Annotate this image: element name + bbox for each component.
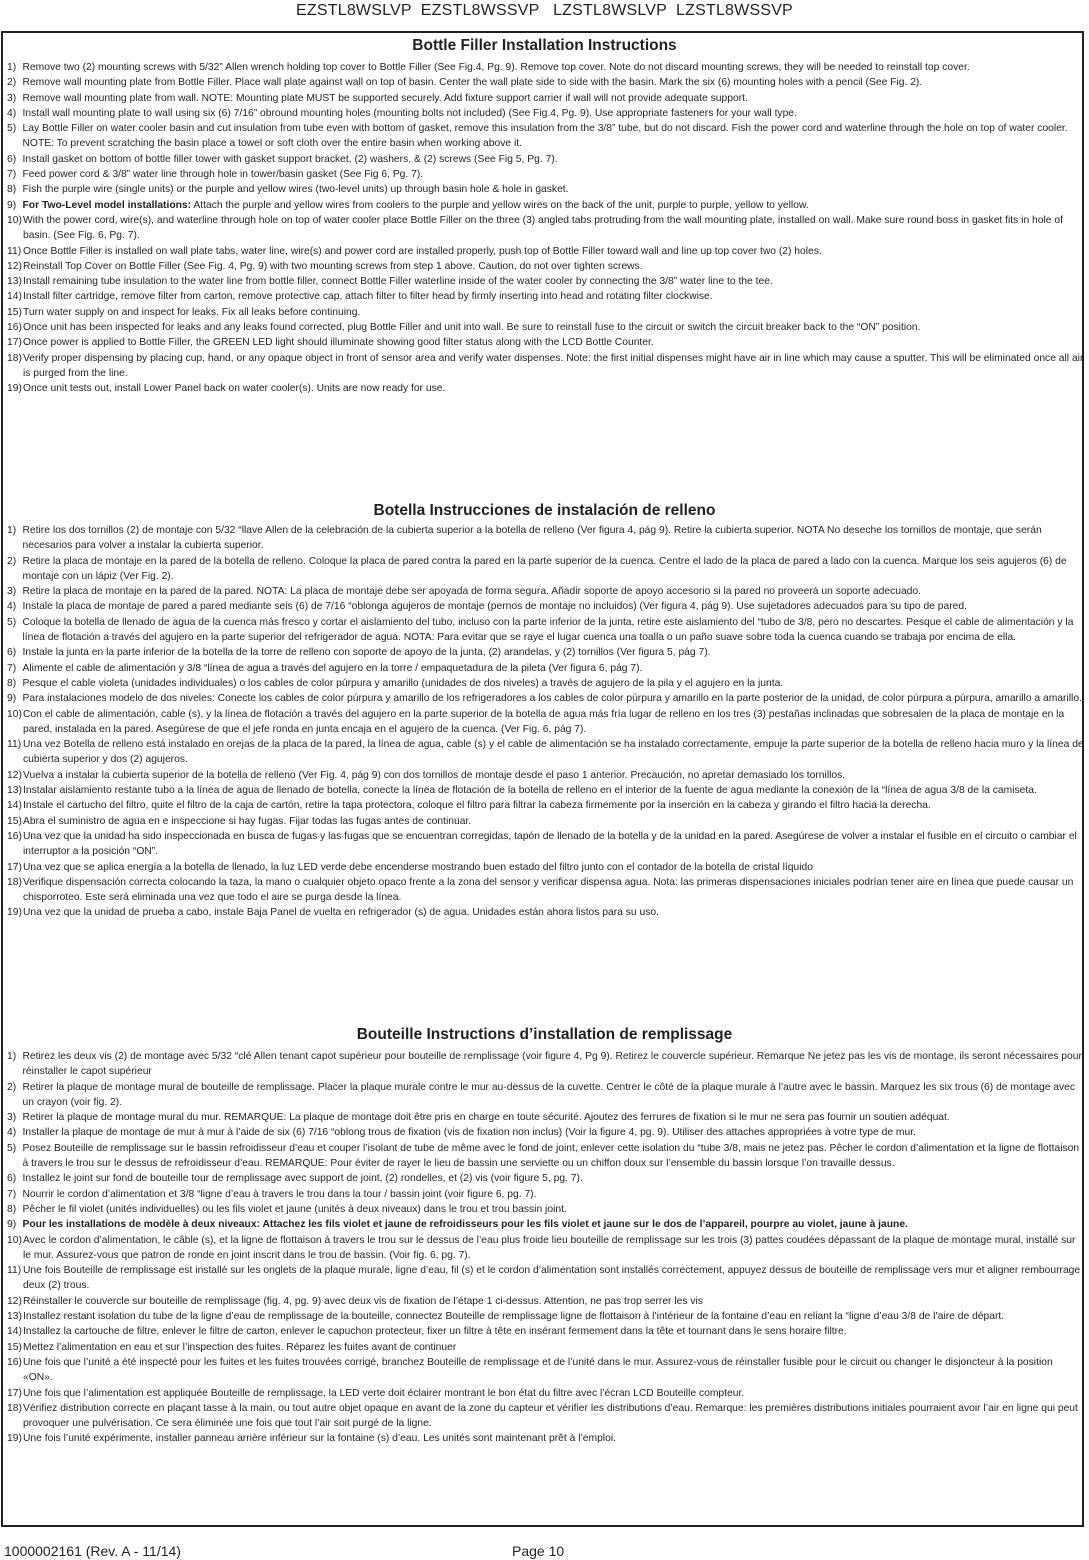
step-number: 8) (7, 1203, 17, 1215)
step-number: 4) (7, 601, 17, 613)
french-step-2 (7, 1080, 1085, 1111)
step-text: Installer la plaque de montage de mur à mur à l’aide de six (6) 7/16 “oblong trous de fixation (vis de fixation non inclus) (Voir la figure 4, pg. 9). Utiliser des attaches appropriées à votre type de mur. (22, 1127, 916, 1139)
french-step-10 (7, 1233, 1085, 1264)
step-number: 3) (7, 586, 17, 598)
step-number: 19) (7, 383, 22, 395)
step-text: Une fois l’unité expérimente, installer panneau arrière inférieur sur la fontaine (s) d’eau. Les unités sont maintenant prêt à l’emploi. (23, 1433, 616, 1445)
step-text: Vuelva a instalar la cubierta superior de la botella de relleno (Ver Fig. 4, pág 9) con dos tornillos de montaje desde el paso 1 anterior. Precaución, no apretar demasiado los tornillos. (23, 769, 846, 781)
step-number: 19) (7, 1433, 22, 1445)
step-text: Retire la placa de montaje en la pared de la botella de relleno. Coloque la placa de pared contra la pared en la parte superior de la cuenca. Centre el lado de la placa de pared a lado con la cuenca. Marque los seis agujeros (6) de montaje con un lápiz (Ver Fig. 2). (22, 555, 1067, 582)
step-text: Fish the purple wire (single units) or the purple and yellow wires (two-level units) up through basin hole & hole in gasket. (22, 184, 569, 196)
step-text: Instale la placa de montaje de pared a pared mediante seis (6) de 7/16 “oblonga agujeros de montaje (pernos de montaje no incluidos) (Ver figura 4, pág 9). Use sujetadores adecuados para su tipo de pared. (22, 601, 967, 613)
step-number: 14) (7, 800, 22, 812)
english-step-18 (7, 351, 1085, 382)
step-text: Lay Bottle Filler on water cooler basin and cut insulation from tube even with bottom of gasket, remove this insulation from the 3/8” tube, but do not discard. Fish the power cord and waterline through the hole on top of water cooler. NOTE: To prevent scratching the basin place a towel or soft cloth over the entire basin when working above it. (22, 123, 1068, 150)
step-number: 14) (7, 291, 22, 303)
english-step-3 (7, 91, 1085, 106)
step-number: 16) (7, 830, 22, 842)
french-step-1 (7, 1049, 1085, 1080)
step-text: Una vez que la unidad de prueba a cabo, instale Baja Panel de vuelta en refrigerador (s) de agua. Unidades están ahora listos para su uso. (23, 907, 659, 919)
step-text: Instale el cartucho del filtro, quite el filtro de la caja de cartón, retire la tapa protectora, coloque el filtro para filtrar la cabeza firmemente por la inserción en la cabeza y girando el filtro hacia la derecha. (23, 800, 931, 812)
spanish-step-12 (7, 768, 1085, 783)
step-text: Remove wall mounting plate from wall. NOTE: Mounting plate MUST be supported securely. Add fixture support carrier if wall will not provide adequate support. (22, 92, 748, 104)
spanish-step-11 (7, 737, 1085, 768)
step-number: 2) (7, 77, 17, 89)
french-steps-list (7, 1049, 1085, 1447)
english-step-13 (7, 274, 1085, 289)
french-step-4 (7, 1125, 1085, 1140)
step-number: 17) (7, 861, 22, 873)
step-text: Instalar aislamiento restante tubo a la línea de agua de llenado de botella, conecte la línea de flotación de la botella de relleno en el interior de la fuente de agua mediante la conexión de la “línea de agua 3/8 de la camiseta. (23, 785, 1037, 797)
spanish-step-19 (7, 905, 1085, 920)
step-number: 1) (7, 1051, 17, 1062)
french-step-9 (7, 1217, 1085, 1232)
french-step-13 (7, 1309, 1085, 1324)
step-number: 10) (7, 1234, 22, 1246)
spanish-step-3 (7, 584, 1085, 599)
step-number: 13) (7, 276, 22, 288)
step-text: Once power is applied to Bottle Filler, the GREEN LED light should illuminate showing good filter status along with the LCD Bottle Counter. (23, 337, 654, 349)
step-number: 12) (7, 769, 22, 781)
step-text: Retirer la plaque de montage mural du mur. REMARQUE: La plaque de montage doit être pris en charge en toute sécurité. Ajoutez des ferrures de fixation si le mur ne sera pas fournir un soutien adéquat. (22, 1112, 950, 1124)
step-text: Una vez Botella de relleno está instalado en orejas de la placa de la pared, la línea de agua, cable (s) y el cable de alimentación se ha instalado correctamente, empuje la parte superior de la botella de relleno hacia muro y la línea de cubierta superior y dos (2) agujeros. (23, 739, 1084, 766)
english-step-8 (7, 182, 1085, 197)
spanish-section-title: Botella Instrucciones de instalación de relleno (373, 502, 716, 519)
step-text: Install gasket on bottom of bottle filler tower with gasket support bracket, (2) washers, & (2) screws (See Fig 5, Pg. 7). (22, 153, 558, 165)
step-number: 19) (7, 907, 22, 919)
step-text: Mettez l’alimentation en eau et sur l’inspection des fuites. Réparez les fuites avant de continuer (23, 1341, 457, 1353)
spanish-step-16 (7, 829, 1085, 860)
step-number: 10) (7, 708, 22, 720)
spanish-step-1 (7, 523, 1085, 554)
step-bold-lead: Pour les installations de modèle à deux niveaux: Attachez les fils violet et jaune de refroidisseurs pour les fils violet et jaune sur le dos de l’appareil, pourpre au violet, jaune à jaune. (22, 1219, 908, 1231)
step-number: 14) (7, 1326, 22, 1338)
step-text: Installez la cartouche de filtre, enlever le filtre de carton, enlever le capuchon protecteur, fixer un filtre à tête en insérant fermement dans la tête et tournant dans le sens horaire filtre. (23, 1326, 847, 1338)
step-number: 6) (7, 153, 17, 165)
step-text: Feed power cord & 3/8” water line through hole in tower/basin gasket (See Fig 6, Pg. 7). (22, 169, 424, 181)
english-step-15 (7, 305, 1085, 320)
step-text: Instale la junta en la parte inferior de la botella de la torre de relleno con soporte de apoyo de la junta, (2) arandelas, y (2) tornillos (Ver figura 5, pág 7). (22, 647, 711, 659)
english-step-16 (7, 320, 1085, 335)
spanish-step-18 (7, 875, 1085, 906)
step-number: 16) (7, 1356, 22, 1368)
french-section-title: Bouteille Instructions d’installation de remplissage (356, 1026, 733, 1043)
step-text: Posez Bouteille de remplissage sur le bassin refroidisseur d’eau et couper l’isolant de tube de même avec le fond de joint, enlever cette isolation du “tube 3/8, mais ne jetez pas. Pêcher le cordon d’alimentation et la ligne de flottaison à travers le trou sur le dessus de refroidisseur d’eau. REMARQUE: Pour éviter de rayer le lieu de bassin une serviette ou un chiffon doux sur l’ensemble du bassin lorsque l’on travaille dessus. (22, 1142, 1080, 1170)
step-text: Une fois que l’alimentation est appliquée Bouteille de remplissage, la LED verte doit éclairer montrant le bon état du filtre avec l’écran LCD Bouteille compteur. (23, 1387, 745, 1399)
instructions-frame (1, 31, 1084, 1527)
step-text: Avec le cordon d’alimentation, le câble (s), et la ligne de flottaison à travers le trou sur le dessus de l’eau plus froide lieu bouteille de remplissage sur les trois (3) pattes coudées dépassant de la plaque de montage mural, installé sur le mur. Assurez-vous que patron de ronde en joint inscrit dans le trou de bassin. (Voir fig. 6, pg. 7). (23, 1234, 1076, 1261)
step-text: Install filter cartridge, remove filter from carton, remove protective cap, attach filter to filter head by firmly inserting into head and rotating filter clockwise. (23, 291, 713, 303)
model-numbers: EZSTL8WSLVP EZSTL8WSSVP LZSTL8WSLVP LZSTL8WSSVP (296, 2, 793, 19)
step-number: 18) (7, 876, 22, 888)
step-number: 4) (7, 1127, 17, 1139)
step-number: 6) (7, 647, 17, 659)
english-section-title: Bottle Filler Installation Instructions (412, 37, 677, 54)
step-text: Retirer la plaque de montage mural de bouteille de remplissage. Placer la plaque murale contre le mur au-dessus de la cuvette. Centrer le côté de la plaque murale à l’autre avec le bassin. Marquez les six trous (6) de montage avec un crayon (voir fig. 2). (22, 1081, 1076, 1108)
spanish-steps-list (7, 523, 1085, 921)
spanish-step-4 (7, 599, 1085, 614)
french-step-5 (7, 1141, 1085, 1172)
step-number: 12) (7, 260, 22, 272)
step-number: 3) (7, 92, 17, 104)
step-text: Alimente el cable de alimentación y 3/8 “línea de agua a través del agujero en la torre / empaquetadura de la pileta (Ver figura 6, pág 7). (22, 662, 643, 674)
french-step-11 (7, 1263, 1085, 1294)
english-steps-list (7, 60, 1085, 397)
step-text: Vérifiez distribution correcte en plaçant tasse à la main, ou tout autre objet opaque en avant de la zone du capteur et vérifier les distributions d’eau. Remarque: les premières distributions initiales pourraient avoir l’air en ligne qui peut provoquer une pulvérisation. Ce sera éliminée une fois que tout l’air soit purgé de la ligne. (23, 1402, 1078, 1430)
step-text: Abra el suministro de agua en e inspeccione si hay fugas. Fijar todas las fugas antes de continuar. (23, 815, 472, 827)
french-step-8 (7, 1202, 1085, 1217)
step-number: 12) (7, 1295, 22, 1307)
step-number: 7) (7, 1188, 17, 1200)
page-number: Page 10 (512, 1543, 565, 1559)
step-text: With the power cord, wire(s), and waterline through hole on top of water cooler place Bottle Filler on the three (3) angled tabs protruding from the wall mounting plate, installed on wall. Make sure round boss in gasket fits in hole of basin. (See Fig. 6, Pg. 7). (23, 214, 1063, 242)
french-step-14 (7, 1324, 1085, 1339)
step-number: 13) (7, 785, 22, 797)
step-text: Para instalaciones modelo de dos niveles: Conecte los cables de color púrpura y amarillo de los refrigeradores a los cables de color púrpura y amarillo en la parte posterior de la unidad, de color púrpura a púrpura, amarillo a amarillo. (22, 693, 1082, 705)
step-text: Installez le joint sur fond de bouteille tour de remplissage avec support de joint, (2) rondelles, et (2) vis (voir figure 5, pg. 7). (22, 1173, 583, 1185)
step-text: Remove wall mounting plate from Bottle Filler. Place wall plate against wall on top of basin. Center the wall plate side to side with the basin. Mark the six (6) mounting holes with a pencil (See Fig. 2). (22, 77, 923, 89)
english-step-17 (7, 335, 1085, 350)
french-step-3 (7, 1110, 1085, 1125)
step-number: 11) (7, 1265, 22, 1277)
step-text: Turn water supply on and inspect for leaks. Fix all leaks before continuing. (23, 306, 361, 318)
french-step-7 (7, 1187, 1085, 1202)
step-text: Una vez que se aplica energía a la botella de llenado, la luz LED verde debe encenderse mostrando buen estado del filtro junto con el contador de la botella de cristal líquido (23, 861, 813, 873)
english-step-2 (7, 75, 1085, 90)
spanish-step-7 (7, 661, 1085, 676)
step-number: 18) (7, 1402, 22, 1414)
step-number: 2) (7, 1081, 17, 1093)
english-step-7 (7, 167, 1085, 182)
french-step-19 (7, 1431, 1085, 1446)
french-step-17 (7, 1386, 1085, 1401)
step-number: 2) (7, 555, 17, 567)
english-step-19 (7, 381, 1085, 396)
english-step-10 (7, 213, 1085, 244)
step-number: 15) (7, 1341, 22, 1353)
step-number: 17) (7, 337, 22, 349)
step-number: 9) (7, 693, 17, 705)
step-text: Once unit tests out, install Lower Panel back on water cooler(s). Units are now ready for use. (23, 383, 446, 395)
step-text: Con el cable de alimentación, cable (s), y la línea de flotación a través del agujero en la parte superior de la botella de agua más fría lugar de relleno en los tres (3) pestañas inclinadas que sobresalen de la placa de montaje en la pared, instalada en la pared. Asegúrese de que el jefe ronda en junta encaja en el agujero de la cuenca. (Ver Fig. 6, pág 7). (23, 708, 1065, 735)
step-number: 10) (7, 214, 22, 226)
french-step-15 (7, 1340, 1085, 1355)
step-number: 11) (7, 739, 22, 751)
english-step-9 (7, 198, 1085, 213)
spanish-step-2 (7, 554, 1085, 585)
english-step-14 (7, 289, 1085, 304)
step-text: Pêcher le fil violet (unités individuelles) ou les fils violet et jaune (unités à deux niveaux) dans le trou et trou bassin joint. (22, 1203, 567, 1215)
step-number: 5) (7, 616, 17, 628)
step-number: 1) (7, 62, 17, 73)
step-number: 13) (7, 1311, 22, 1323)
spanish-step-9 (7, 691, 1085, 706)
english-step-4 (7, 106, 1085, 121)
step-text: Una vez que la unidad ha sido inspeccionada en busca de fugas y las fugas que se encuentran corregidas, tapón de llenado de la botella y de la unidad en la pared. Asegúrese de volver a instalar el fusible en el circuito o cambiar el interruptor a la posición “ON”. (23, 830, 1077, 858)
step-text: Attach the purple and yellow wires from coolers to the purple and yellow wires on the back of the unit, purple to purple, yellow to yellow. (193, 199, 809, 211)
step-text: Retire la placa de montaje en la pared de la pared. NOTA: La placa de montaje debe ser apoyada de forma segura. Añadir soporte de apoyo accesorio si la pared no proveerá un soporte adecuado. (22, 586, 921, 598)
step-number: 9) (7, 1219, 17, 1231)
step-text: Verifique dispensación correcta colocando la taza, la mano o cualquier objeto opaco frente a la zona del sensor y verificar dispensa agua. Nota: las primeras dispensaciones iniciales podrían tener aire en línea que puede causar un chisporroteo. Este será eliminada una vez que todo el aire se purga desde la línea. (23, 876, 1074, 904)
step-number: 15) (7, 815, 22, 827)
document-number: 1000002161 (Rev. A - 11/14) (4, 1543, 181, 1559)
english-step-1 (7, 60, 1085, 75)
english-step-11 (7, 244, 1085, 259)
spanish-step-14 (7, 798, 1085, 813)
step-text: Verify proper dispensing by placing cup, hand, or any opaque object in front of sensor area and verify water dispenses. Note: the first initial dispenses might have air in line which may cause a sputter. This will be eliminated once all air is purged from the line. (23, 352, 1084, 379)
step-text: Nourrir le cordon d’alimentation et 3/8 “ligne d’eau à travers le trou dans la tour / bassin joint (voir figure 6, pg. 7). (22, 1188, 537, 1200)
step-text: Once unit has been inspected for leaks and any leaks found corrected, plug Bottle Filler and unit into wall. Be sure to reinstall fuse to the circuit or switch the circuit breaker back to the “ON” position. (23, 322, 921, 334)
step-number: 18) (7, 352, 22, 364)
spanish-step-5 (7, 615, 1085, 646)
step-text: Remove two (2) mounting screws with 5/32” Allen wrench holding top cover to Bottle Filler (See Fig.4, Pg. 9). Remove top cover. Note do not discard mounting screws, they will be needed to reinstall top cover. (22, 62, 970, 73)
step-text: Install wall mounting plate to wall using six (6) 7/16” obround mounting holes (mounting bolts not included) (See Fig.4, Pg. 9). Use appropriate fasteners for your wall type. (22, 107, 797, 119)
english-step-5 (7, 121, 1085, 152)
spanish-step-6 (7, 645, 1085, 660)
english-step-6 (7, 152, 1085, 167)
spanish-step-13 (7, 783, 1085, 798)
spanish-step-15 (7, 814, 1085, 829)
step-number: 4) (7, 107, 17, 119)
step-text: Coloque la botella de llenado de agua de la cuenca más fresco y cortar el aislamiento del tubo, incluso con la parte inferior de la junta, retire este aislamiento del “tubo de 3/8, pero no descartes. Pesque el cable de alimentación y la línea de flotación a través del agujero en la parte superior del refrigerador de agua. NOTA: Para evitar que se raye el lugar cuenca una toalla o un paño suave sobre toda la cuenca cuando se trabaja por encima de ella. (22, 616, 1074, 644)
step-number: 5) (7, 1142, 17, 1154)
step-number: 7) (7, 662, 17, 674)
french-step-12 (7, 1294, 1085, 1309)
step-number: 11) (7, 245, 22, 257)
step-text: Une fois que l’unité a été inspecté pour les fuites et les fuites trouvées corrigé, branchez Bouteille de remplissage et de l’unité dans le mur. Assurez-vous de réinstaller fusible pour le circuit ou changer le disjoncteur à la position «ON». (23, 1356, 1053, 1384)
step-number: 17) (7, 1387, 22, 1399)
step-text: Réinstaller le couvercle sur bouteille de remplissage (fig. 4, pg. 9) avec deux vis de fixation de l’étape 1 ci-dessus. Attention, ne pas trop serrer les vis (23, 1295, 703, 1307)
step-number: 15) (7, 306, 22, 318)
step-text: Once Bottle Filler is installed on wall plate tabs, water line, wire(s) and power cord are installed properly, push top of Bottle Filler toward wall and line up top cover two (2) holes. (23, 245, 822, 257)
step-number: 7) (7, 169, 17, 181)
step-number: 9) (7, 199, 17, 211)
step-number: 3) (7, 1112, 17, 1124)
spanish-step-10 (7, 707, 1085, 738)
step-text: Retirez les deux vis (2) de montage avec 5/32 “clé Allen tenant capot supérieur pour bouteille de remplissage (voir figure 4, Pg 9). Retirez le couvercle supérieur. Remarque Ne jetez pas les vis de montage, ils seront nécessaires pour réinstaller le capot supérieur (22, 1051, 1082, 1078)
spanish-step-8 (7, 676, 1085, 691)
step-text: Install remaining tube insulation to the water line from bottle filler, connect Bottle Filler waterline inside of the water cooler by connecting the 3/8” water line to the tee. (23, 276, 773, 288)
step-bold-lead: For Two-Level model installations: (22, 199, 192, 211)
step-text: Pesque el cable violeta (unidades individuales) o los cables de color púrpura y amarillo (unidades de dos niveles) a través de agujero de la pila y el agujero en la junta. (22, 677, 784, 689)
step-number: 6) (7, 1173, 17, 1185)
step-number: 5) (7, 123, 17, 135)
french-step-16 (7, 1355, 1085, 1386)
step-text: Retire los dos tornillos (2) de montaje con 5/32 “llave Allen de la celebración de la cubierta superior a la botella de relleno (Ver figura 4, pág 9). Retire la cubierta superior. NOTA No deseche los tornillos de montaje, que serán necesarios para volver a instalar la cubierta superior. (22, 525, 1042, 552)
step-text: Installez restant isolation du tube de la ligne d’eau de remplissage de la bouteille, connectez Bouteille de remplissage ligne de flottaison à l’intérieur de la fontaine d’eau en reliant la “ligne d’eau 3/8 de l’aire de départ. (23, 1311, 1005, 1323)
step-number: 8) (7, 184, 17, 196)
step-text: Reinstall Top Cover on Bottle Filler (See Fig. 4, Pg. 9) with two mounting screws from step 1 above. Caution, do not over tighten screws. (23, 260, 643, 272)
step-number: 16) (7, 322, 22, 334)
french-step-6 (7, 1171, 1085, 1186)
step-number: 8) (7, 677, 17, 689)
step-text: Une fois Bouteille de remplissage est installé sur les onglets de la plaque murale, ligne d’eau, fil (s) et le cordon d’alimentation sont installés correctement, appuyez dessus de bouteille de remplissage vers mur et aligner rembourrage deux (2) trous. (23, 1265, 1081, 1292)
spanish-step-17 (7, 860, 1085, 875)
french-step-18 (7, 1401, 1085, 1432)
step-number: 1) (7, 525, 17, 536)
english-step-12 (7, 259, 1085, 274)
